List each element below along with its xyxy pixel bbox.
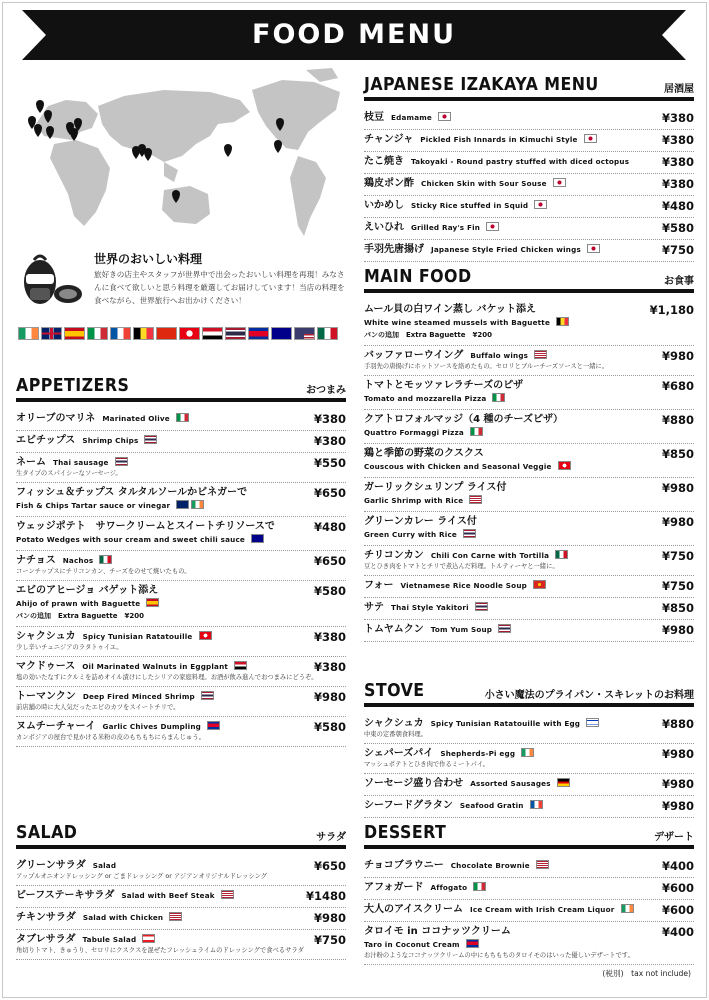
item-name-jp: ガーリックシュリンプ ライス付: [364, 482, 507, 493]
item-name-en: Deep Fired Minced Shrimp: [82, 692, 195, 701]
item-name-en: Spicy Tunisian Ratatouille with Egg: [430, 719, 581, 728]
item-price: ¥400: [661, 925, 694, 939]
menu-item: [16, 856, 346, 886]
item-name-en: Pickled Fish Innards in Kimuchi Style: [420, 135, 578, 144]
flag-ireland-icon: [18, 327, 39, 340]
stove-title: STOVE: [364, 680, 425, 701]
item-description: お汁粉のようなココナッツクリームの中にもちもちのタロイモのはいった優しいデザートです。: [364, 952, 634, 959]
menu-item: [364, 376, 694, 410]
item-name-en: Japanese Style Fried Chicken wings: [431, 245, 581, 254]
item-name-jp: バッファローウイング: [364, 350, 464, 361]
item-extra-option: パンの追加 Extra Baguette ¥200: [364, 331, 492, 339]
item-price: ¥380: [313, 412, 346, 426]
item-price: ¥980: [661, 349, 694, 363]
item-name-en: Salad with Chicken: [82, 913, 164, 922]
flag-cambodia-icon: [207, 721, 220, 730]
appetizers-list: [16, 409, 346, 747]
menu-item: [364, 444, 694, 478]
item-name-en: Spicy Tunisian Ratatouille: [82, 632, 193, 641]
menu-item: [16, 886, 346, 908]
item-name-jp: ムール貝の白ワイン蒸し バケット添え: [364, 304, 536, 315]
item-price: ¥380: [313, 630, 346, 644]
item-description: 角切りトマト、きゅうり、セロリにクスクスを混ぜたフレッシュライムのドレッシングで食べるサラダ: [16, 947, 304, 954]
item-price: ¥600: [661, 903, 694, 917]
flag-japan-icon: [584, 134, 597, 143]
menu-item: [364, 478, 694, 512]
izakaya-jp-title: 居酒屋: [664, 84, 694, 95]
item-price: ¥380: [661, 177, 694, 191]
item-name-jp: シェパーズパイ: [364, 748, 434, 759]
menu-item: [364, 346, 694, 376]
menu-item: [16, 551, 346, 581]
item-description: カンボジアの屋台で見かける米粉の皮のもちもちにらまんじゅう。: [16, 734, 205, 741]
main-food-list: [364, 300, 694, 642]
item-name-jp: いかめし: [364, 200, 404, 211]
flag-thailand-icon: [225, 327, 246, 340]
flag-belgium-icon: [556, 317, 569, 326]
item-name-en: Garlic Shrimp with Rice: [364, 496, 464, 505]
menu-item: [16, 717, 346, 747]
item-name-en: Buffalo wings: [470, 351, 529, 360]
header-banner: [22, 10, 686, 60]
appetizers-section: [16, 375, 346, 747]
flag-belgium-icon: [133, 327, 154, 340]
menu-item: [16, 409, 346, 431]
flag-usa-icon: [536, 860, 549, 869]
item-name-en: Fish & Chips Tartar sauce or vinegar: [16, 501, 171, 510]
appetizers-title: APPETIZERS: [16, 375, 130, 396]
item-name-en: Nachos: [62, 556, 94, 565]
flag-spain-icon: [64, 327, 85, 340]
item-name-en: Chicken Skin with Sour Souse: [421, 179, 547, 188]
item-name-jp: ネーム: [16, 457, 46, 468]
flag-japan-icon: [438, 112, 451, 121]
dessert-list: [364, 856, 694, 965]
item-name-jp: ソーセージ盛り合わせ: [364, 778, 464, 789]
item-name-jp: ビーフステーキサラダ: [16, 890, 115, 901]
item-price: ¥980: [661, 777, 694, 791]
appetizers-jp-title: おつまみ: [306, 385, 346, 396]
item-price: ¥1,180: [649, 303, 694, 317]
menu-item: [364, 774, 694, 796]
salad-list: [16, 856, 346, 960]
flag-mexico-icon: [99, 555, 112, 564]
flag-usa-icon: [534, 350, 547, 359]
item-name-jp: タロイモ in ココナッツクリーム: [364, 926, 511, 937]
item-price: ¥380: [661, 133, 694, 147]
flag-italy-icon: [470, 427, 483, 436]
flag-mexico-icon: [555, 550, 568, 559]
flag-thailand-icon: [201, 691, 214, 700]
menu-item: [16, 517, 346, 551]
item-price: ¥850: [661, 447, 694, 461]
item-price: ¥1480: [305, 889, 346, 903]
flag-japan-icon: [534, 200, 547, 209]
flag-tunisia-icon: [179, 327, 200, 340]
flag-vietnam-icon: [533, 580, 546, 589]
menu-item: [364, 152, 694, 174]
izakaya-section: [364, 74, 694, 262]
page-title: FOOD MENU: [252, 19, 456, 50]
salad-jp-title: サラダ: [316, 832, 346, 843]
menu-item: [364, 196, 694, 218]
item-name-jp: グリーンカレー ライス付: [364, 516, 477, 527]
flag-germany-icon: [557, 778, 570, 787]
item-price: ¥600: [661, 881, 694, 895]
stove-list: [364, 714, 694, 818]
item-price: ¥380: [313, 434, 346, 448]
menu-item: [364, 512, 694, 546]
item-name-en: Chocolate Brownie: [450, 861, 530, 870]
flag-syria-icon: [234, 661, 247, 670]
item-description: 前店舗の時に大人気だったエビのカツをスイートチリで。: [16, 704, 180, 711]
izakaya-list: [364, 108, 694, 262]
menu-item: [364, 410, 694, 444]
flag-uk-icon: [176, 500, 189, 509]
stove-section: [364, 680, 694, 818]
flag-italy-icon: [492, 393, 505, 402]
menu-item: [364, 598, 694, 620]
item-name-jp: 鶏と季節の野菜のクスクス: [364, 448, 484, 459]
flag-thailand-icon: [475, 602, 488, 611]
flag-cambodia-icon: [248, 327, 269, 340]
item-name-en: Assorted Sausages: [470, 779, 551, 788]
item-name-en: Grilled Ray's Fin: [411, 223, 481, 232]
item-name-en: White wine steamed mussels with Baguette: [364, 318, 551, 327]
menu-item: [364, 856, 694, 878]
item-name-en: Shepherds-Pi egg: [440, 749, 516, 758]
item-name-jp: 手羽先唐揚げ: [364, 244, 424, 255]
flag-spain-icon: [146, 598, 159, 607]
item-description: 手羽先の唐揚げにホットソースを絡めたもの。セロリとブルーチーズソースと一緒に。: [364, 363, 609, 370]
item-price: ¥980: [313, 911, 346, 925]
menu-item: [16, 627, 346, 657]
item-name-en: Garlic Chives Dumpling: [102, 722, 201, 731]
flag-australia-icon: [251, 534, 264, 543]
dessert-title: DESSERT: [364, 822, 447, 843]
item-name-jp: ヌムチーチャーイ: [16, 721, 96, 732]
flag-thailand-icon: [144, 435, 157, 444]
flag-usa-icon: [221, 890, 234, 899]
menu-item: [16, 657, 346, 687]
item-name-jp: トムヤムクン: [364, 624, 424, 635]
flag-australia-icon: [271, 327, 292, 340]
item-name-jp: トマトとモッツァレラチーズのピザ: [364, 380, 524, 391]
item-price: ¥980: [661, 747, 694, 761]
menu-item: [16, 431, 346, 453]
item-name-jp: 鶏皮ポン酢: [364, 178, 414, 189]
item-name-en: Salad with Beef Steak: [121, 891, 215, 900]
item-description: アップルオニオンドレッシング or ごまドレッシング or アジアンオリジナルドレッシング: [16, 873, 268, 880]
item-name-jp: フォー: [364, 580, 394, 591]
item-price: ¥380: [661, 111, 694, 125]
item-price: ¥650: [313, 554, 346, 568]
item-name-en: Tomato and mozzarella Pizza: [364, 394, 487, 403]
item-name-en: Shrimp Chips: [82, 436, 139, 445]
menu-item: [364, 108, 694, 130]
menu-item: [364, 744, 694, 774]
main-food-jp-title: お食事: [664, 276, 694, 287]
item-name-en: Ahijo of prawn with Baguette: [16, 599, 141, 608]
item-name-en: Vietnamese Rice Noodle Soup: [400, 581, 527, 590]
item-name-en: Thai Style Yakitori: [391, 603, 469, 612]
item-name-en: Ice Cream with Irish Cream Liquor: [470, 905, 615, 914]
flag-lebanon-icon: [142, 934, 155, 943]
item-description: 中東の定番朝食料理。: [364, 731, 427, 738]
main-food-title: MAIN FOOD: [364, 266, 472, 287]
item-name-jp: えいひれ: [364, 222, 404, 233]
item-description: マッシュポテトとひき肉で作るミートパイ。: [364, 761, 489, 768]
item-price: ¥750: [661, 243, 694, 257]
flag-thailand-icon: [498, 624, 511, 633]
item-name-en: Oil Marinated Walnuts in Eggplant: [82, 662, 229, 671]
menu-item: [16, 581, 346, 627]
country-flags-row: [18, 327, 338, 340]
item-name-jp: ナチョス: [16, 555, 56, 566]
flag-tunisia-icon: [199, 631, 212, 640]
flag-japan-icon: [486, 222, 499, 231]
item-price: ¥380: [661, 155, 694, 169]
item-price: ¥480: [661, 199, 694, 213]
item-name-en: Takoyaki - Round pastry stuffed with diced octopus: [411, 157, 630, 166]
menu-item: [16, 483, 346, 517]
item-name-jp: シーフードグラタン: [364, 800, 453, 811]
item-name-jp: マクドゥース: [16, 661, 76, 672]
item-price: ¥980: [661, 623, 694, 637]
menu-item: [364, 922, 694, 965]
item-name-en: Marinated Olive: [102, 414, 170, 423]
item-price: ¥980: [313, 690, 346, 704]
item-price: ¥750: [313, 933, 346, 947]
flag-tunisia-icon: [558, 461, 571, 470]
item-name-jp: シャクシュカ: [364, 718, 424, 729]
menu-item: [16, 453, 346, 483]
item-name-jp: チキンサラダ: [16, 912, 76, 923]
item-name-jp: ウェッジポテト サワークリームとスイートチリソースで: [16, 521, 275, 532]
item-name-jp: オリーブのマリネ: [16, 413, 96, 424]
menu-item: [364, 546, 694, 576]
item-name-en: Thai sausage: [53, 458, 109, 467]
intro-title: 世界のおいしい料理: [94, 252, 203, 266]
flag-thailand-icon: [115, 457, 128, 466]
menu-item: [364, 714, 694, 744]
flag-mexico-icon: [317, 327, 338, 340]
item-name-en: Tom Yum Soup: [430, 625, 493, 634]
item-price: ¥850: [661, 601, 694, 615]
item-price: ¥980: [661, 515, 694, 529]
flag-usa-icon: [294, 327, 315, 340]
menu-item: [364, 576, 694, 598]
item-name-en: Affogato: [430, 883, 468, 892]
backpack-icon: [16, 252, 84, 310]
item-price: ¥400: [661, 859, 694, 873]
item-name-jp: クアトロフォルマッジ（4 種のチーズピザ）: [364, 414, 564, 425]
item-price: ¥550: [313, 456, 346, 470]
item-name-jp: トーマンクン: [16, 691, 76, 702]
menu-item: [16, 908, 346, 930]
item-name-jp: たこ焼き: [364, 156, 404, 167]
item-name-en: Edamame: [391, 113, 433, 122]
dessert-section: [364, 822, 694, 965]
item-description: 塩の効いたなすにクルミを詰めオイル漬けにしたシリアの家庭料理。お酒が飲み進んでおつまみにどうぞ。: [16, 674, 318, 681]
menu-item: [364, 130, 694, 152]
flag-israel-icon: [586, 718, 599, 727]
item-name-en: Potato Wedges with sour cream and sweet chili sauce: [16, 535, 245, 544]
item-name-jp: サテ: [364, 602, 384, 613]
item-name-jp: グリーンサラダ: [16, 860, 86, 871]
item-price: ¥580: [661, 221, 694, 235]
flag-japan-icon: [587, 244, 600, 253]
item-name-en: Couscous with Chicken and Seasonal Veggie: [364, 462, 552, 471]
item-name-en: Quattro Formaggi Pizza: [364, 428, 464, 437]
menu-item: [16, 687, 346, 717]
item-name-en: Green Curry with Rice: [364, 530, 457, 539]
item-price: ¥480: [313, 520, 346, 534]
item-price: ¥980: [661, 799, 694, 813]
item-description: コーンチップスにチリコンカン、チーズをのせて焼いたもの。: [16, 568, 191, 575]
menu-item: [364, 900, 694, 922]
item-name-jp: 枝豆: [364, 112, 384, 123]
stove-jp-title: 小さい魔法のプライパン・スキレットのお料理: [484, 690, 694, 701]
flag-usa-icon: [469, 495, 482, 504]
item-description: 少し辛いチュニジアのラタトゥイユ。: [16, 644, 123, 651]
menu-item: [364, 174, 694, 196]
menu-item: [364, 240, 694, 262]
menu-item: [364, 218, 694, 240]
item-price: ¥750: [661, 549, 694, 563]
item-description: 生タイプのスパイシーなソーセージ。: [16, 470, 122, 477]
menu-item: [364, 620, 694, 642]
intro-text: 旅好きの店主やスタッフが世界中で出会ったおいしい料理を再現！みなさんに食べて欲しいと思う料理を厳選してお届けしています！当店の料理を食べながら、世界旅行へお出かけください！: [94, 270, 345, 305]
flag-japan-icon: [553, 178, 566, 187]
flag-ireland-icon: [621, 904, 634, 913]
item-name-en: Seafood Gratin: [459, 801, 524, 810]
flag-italy-icon: [87, 327, 108, 340]
flag-usa-icon: [169, 912, 182, 921]
flag-france-icon: [530, 800, 543, 809]
item-price: ¥650: [313, 859, 346, 873]
flag-italy-icon: [176, 413, 189, 422]
flag-ireland-icon: [191, 500, 204, 509]
tax-note: (税別) tax not include): [602, 969, 691, 978]
main-food-section: [364, 266, 694, 642]
dessert-jp-title: デザート: [654, 832, 694, 843]
menu-item: [364, 300, 694, 346]
item-price: ¥750: [661, 579, 694, 593]
item-price: ¥580: [313, 720, 346, 734]
item-price: ¥980: [661, 481, 694, 495]
item-name-jp: シャクシュカ: [16, 631, 76, 642]
item-name-en: Chili Con Carne with Tortilla: [430, 551, 550, 560]
item-name-jp: タブレサラダ: [16, 934, 76, 945]
flag-italy-icon: [473, 882, 486, 891]
flag-uk-icon: [41, 327, 62, 340]
item-name-jp: エビのアヒージョ バゲット添え: [16, 585, 159, 596]
item-price: ¥580: [313, 584, 346, 598]
menu-item: [16, 930, 346, 960]
salad-title: SALAD: [16, 822, 78, 843]
flag-thailand-icon: [463, 529, 476, 538]
item-name-jp: チャンジャ: [364, 134, 414, 145]
salad-section: [16, 822, 346, 960]
item-price: ¥650: [313, 486, 346, 500]
item-price: ¥380: [313, 660, 346, 674]
item-price: ¥880: [661, 717, 694, 731]
flag-france-icon: [110, 327, 131, 340]
item-name-jp: チリコンカン: [364, 550, 424, 561]
item-name-jp: フィッシュ＆チップス タルタルソールかビネガーで: [16, 487, 248, 498]
item-name-jp: 大人のアイスクリーム: [364, 904, 463, 915]
flag-ireland-icon: [521, 748, 534, 757]
menu-item: [364, 878, 694, 900]
item-name-jp: アフォガード: [364, 882, 424, 893]
flag-syria-icon: [202, 327, 223, 340]
item-name-jp: チョコブラウニー: [364, 860, 444, 871]
item-name-en: Salad: [92, 861, 117, 870]
menu-item: [364, 796, 694, 818]
world-map: [14, 66, 354, 246]
item-extra-option: パンの追加 Extra Baguette ¥200: [16, 612, 144, 620]
item-name-en: Tabule Salad: [82, 935, 137, 944]
flag-cambodia-icon: [466, 939, 479, 948]
item-name-en: Sticky Rice stuffed in Squid: [411, 201, 529, 210]
item-price: ¥880: [661, 413, 694, 427]
item-name-jp: エビチップス: [16, 435, 76, 446]
item-description: 豆とひき肉をトマトとチリで煮込んだ料理。トルティーヤと一緒に。: [364, 563, 559, 570]
item-price: ¥680: [661, 379, 694, 393]
izakaya-title: JAPANESE IZAKAYA MENU: [364, 74, 599, 95]
item-name-en: Taro in Coconut Cream: [364, 940, 460, 949]
flag-china-icon: [156, 327, 177, 340]
